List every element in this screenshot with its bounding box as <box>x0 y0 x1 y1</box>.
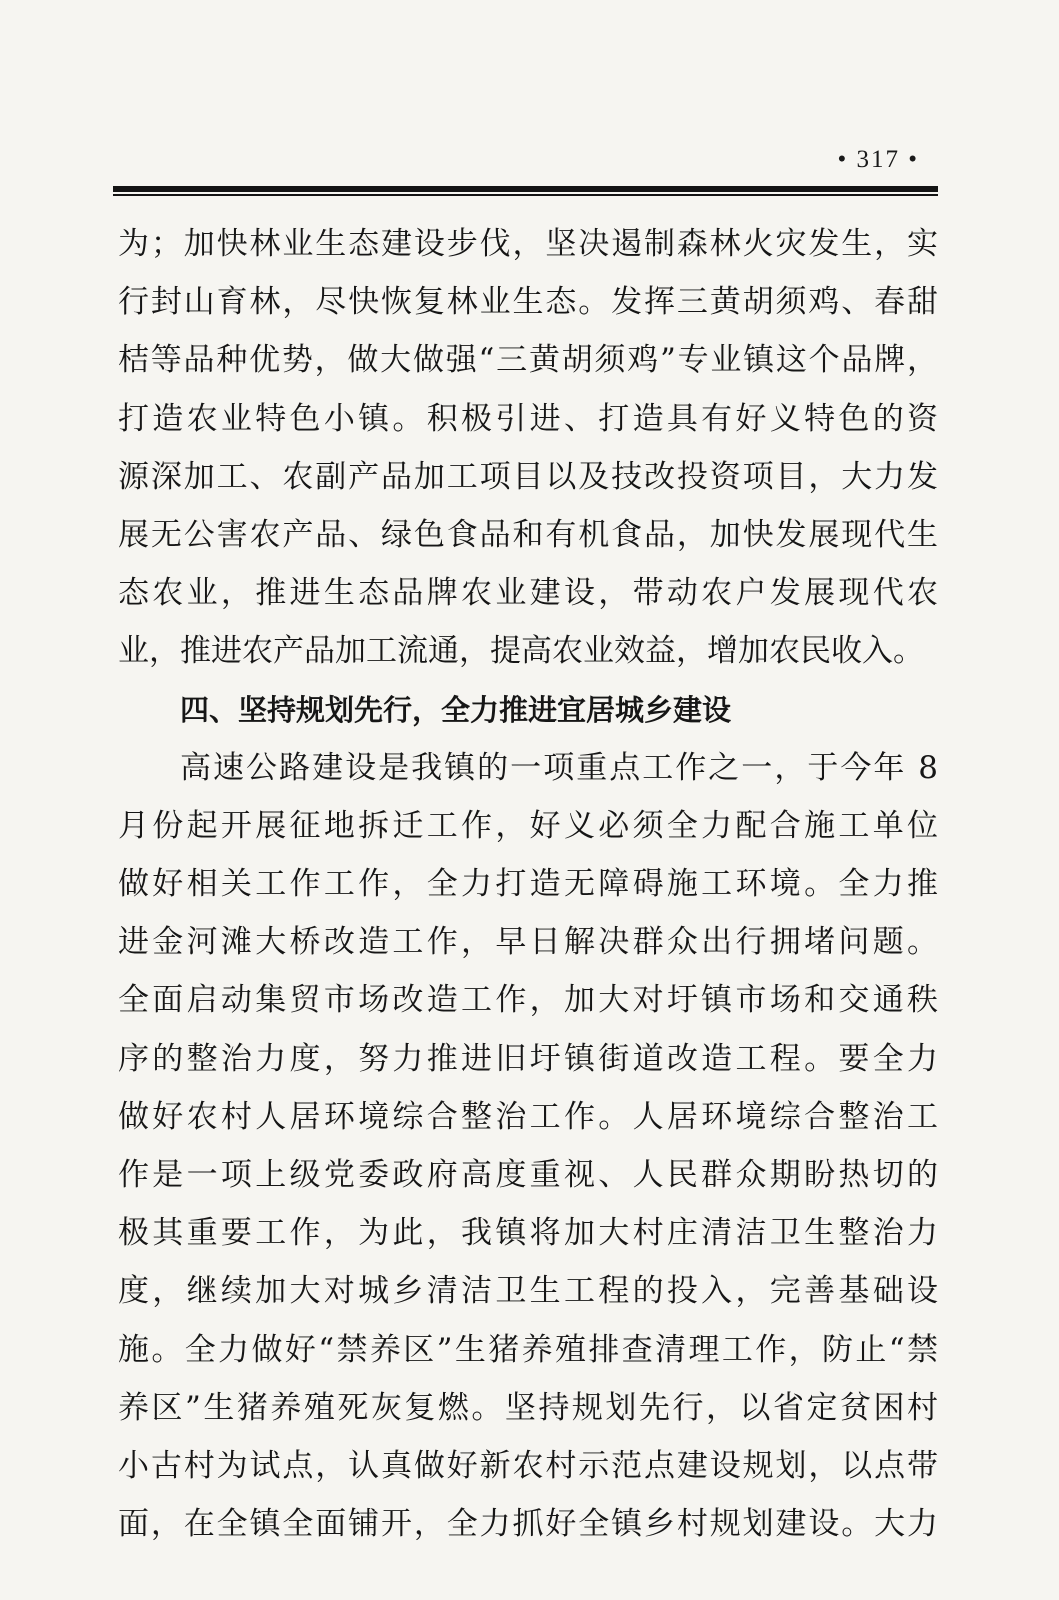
body-text <box>118 215 938 1553</box>
section-heading: 四、坚持规划先行，全力推进宜居城乡建设 <box>180 692 732 727</box>
text-line: 序的整治力度，努力推进旧圩镇街道改造工程。要全力 <box>118 1040 938 1077</box>
text-line: 打造农业特色小镇。积极引进、打造具有好义特色的资 <box>118 400 938 437</box>
header-rule-thick <box>113 186 938 192</box>
text-line: 极其重要工作，为此，我镇将加大村庄清洁卫生整治力 <box>118 1215 938 1252</box>
text-line: 小古村为试点，认真做好新农村示范点建设规划，以点带 <box>118 1447 938 1484</box>
header-rule-thin <box>113 194 938 196</box>
text-line: 源深加工、农副产品加工项目以及技改投资项目，大力发 <box>118 458 938 495</box>
text-line: 养区”生猪养殖死灰复燃。坚持规划先行，以省定贫困村 <box>118 1389 938 1426</box>
text-line: 桔等品种优势，做大做强“三黄胡须鸡”专业镇这个品牌， <box>118 342 938 379</box>
text-line: 施。全力做好“禁养区”生猪养殖排查清理工作，防止“禁 <box>118 1331 938 1368</box>
text-line: 做好农村人居环境综合整治工作。人居环境综合整治工 <box>118 1098 938 1135</box>
text-line: 全面启动集贸市场改造工作，加大对圩镇市场和交通秩 <box>118 982 938 1019</box>
text-line: 展无公害农产品、绿色食品和有机食品，加快发展现代生 <box>118 516 938 553</box>
text-line: 度，继续加大对城乡清洁卫生工程的投入，完善基础设 <box>118 1273 938 1310</box>
text-line: 业，推进农产品加工流通，提高农业效益，增加农民收入。 <box>118 633 924 670</box>
text-line: 面，在全镇全面铺开，全力抓好全镇乡村规划建设。大力 <box>118 1506 938 1543</box>
text-line: 态农业，推进生态品牌农业建设，带动农户发展现代农 <box>118 575 938 612</box>
page-number: • 317 • <box>837 146 919 173</box>
text-line: 作是一项上级党委政府高度重视、人民群众期盼热切的 <box>118 1157 938 1193</box>
text-line: 为；加快林业生态建设步伐，坚决遏制森林火灾发生，实 <box>118 226 938 262</box>
text-line: 行封山育林，尽快恢复林业生态。发挥三黄胡须鸡、春甜 <box>118 284 938 321</box>
text-line: 做好相关工作工作，全力打造无障碍施工环境。全力推 <box>118 866 938 903</box>
text-line: 月份起开展征地拆迁工作，好义必须全力配合施工单位 <box>118 807 938 844</box>
text-line: 进金河滩大桥改造工作，早日解决群众出行拥堵问题。 <box>118 924 938 961</box>
text-line: 高速公路建设是我镇的一项重点工作之一，于今年 8 <box>180 749 938 786</box>
